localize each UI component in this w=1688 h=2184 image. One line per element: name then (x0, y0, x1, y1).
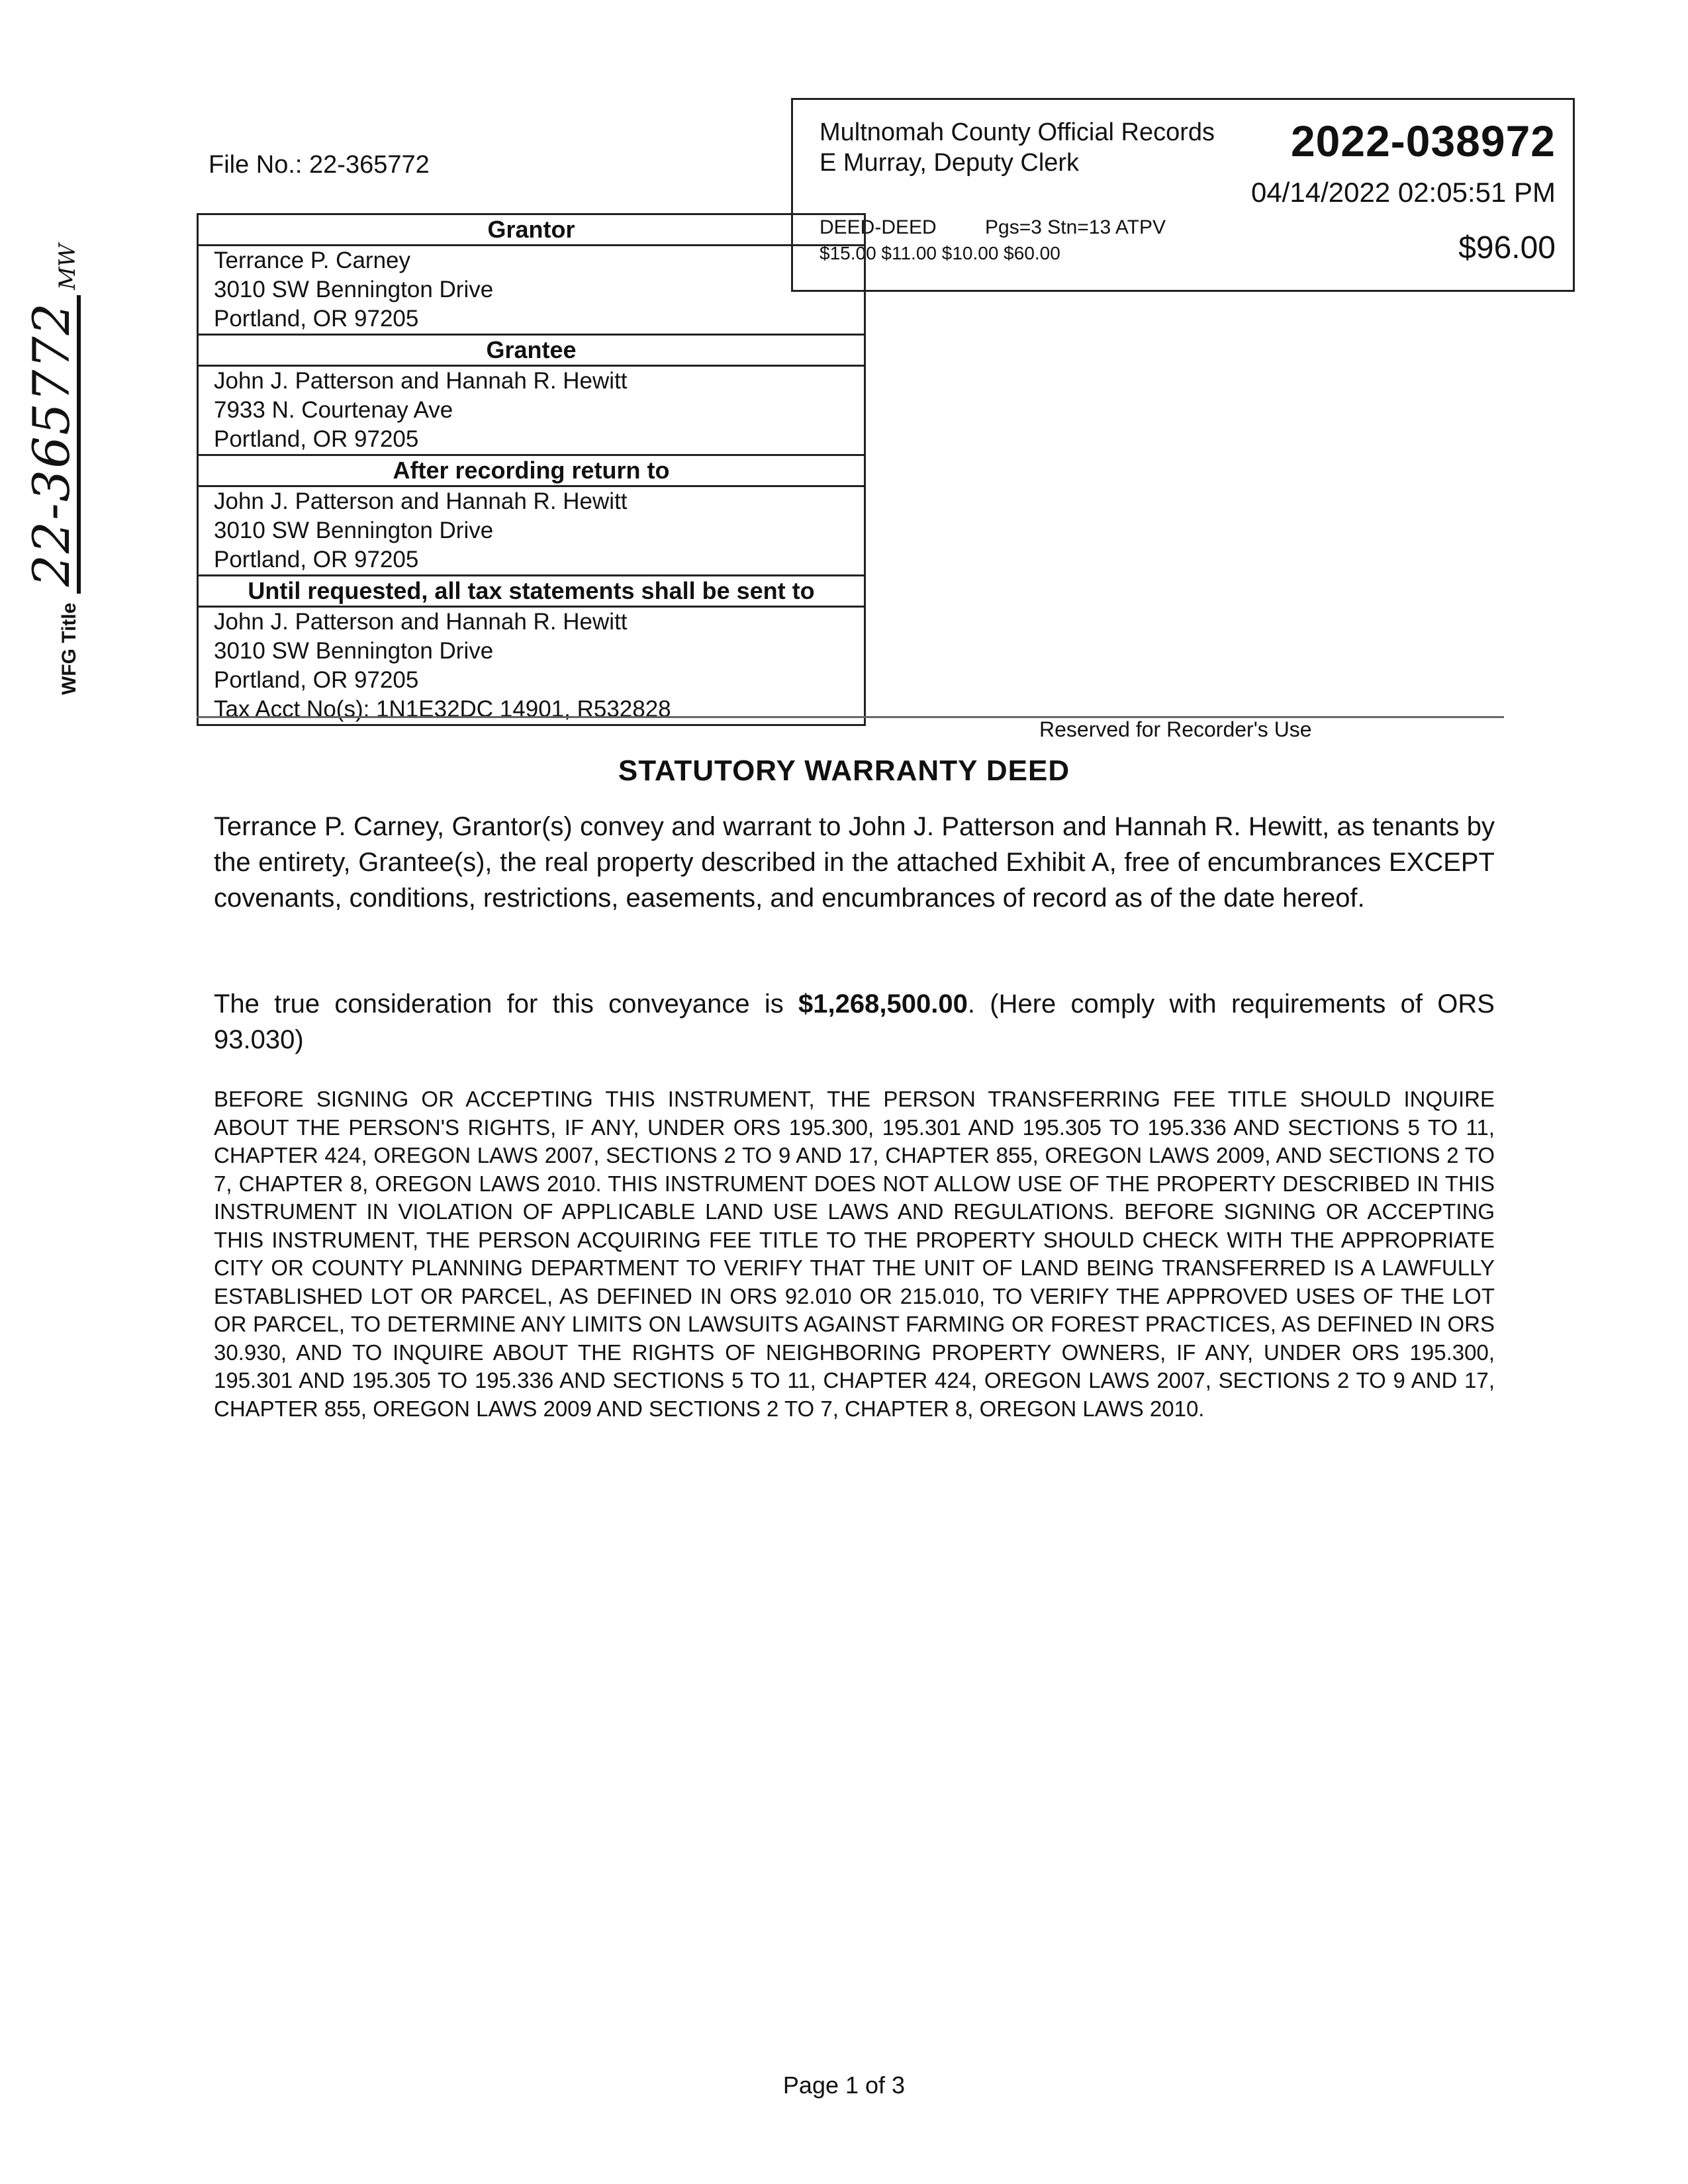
consideration-text-before: The true consideration for this conveyance is (214, 989, 799, 1019)
handwritten-initials: MW (54, 244, 81, 291)
tax-statements-line: John J. Patterson and Hannah R. Hewitt (214, 609, 628, 635)
grantee-block (199, 367, 864, 454)
file-number: File No.: 22-365772 (209, 151, 430, 179)
side-title-stamp (22, 244, 81, 695)
grantor-line: Terrance P. Carney (214, 248, 411, 273)
grantee-line: 7933 N. Courtenay Ave (214, 397, 453, 423)
side-stamp-label: WFG Title (58, 602, 80, 695)
grantor-heading: Grantor (199, 213, 864, 246)
grantor-line: Portland, OR 97205 (214, 306, 419, 332)
handwritten-file-number: 22-365772 (26, 295, 81, 594)
recording-datetime: 04/14/2022 02:05:51 PM (1250, 177, 1556, 208)
tax-statements-line: 3010 SW Bennington Drive (214, 638, 494, 664)
tax-account-numbers: Tax Acct No(s): 1N1E32DC 14901, R532828 (214, 696, 671, 722)
recording-county: Multnomah County Official Records (820, 118, 1215, 146)
recording-total: $96.00 (1458, 230, 1556, 265)
page-number: Page 1 of 3 (782, 2071, 906, 2099)
statutory-notice: BEFORE SIGNING OR ACCEPTING THIS INSTRUMENT, THE PERSON TRANSFERRING FEE TITLE SHOULD INQUIRE ABOUT THE PERSON'S RIGHTS, IF ANY, UNDER ORS 195.300, 195.301 AND 195.305 TO 195.336 AND SECTIONS 5 TO 11, CHAPTER 424, OREGON LAWS 2007, SECTIONS 2 TO 9 AND 17, CHAPTER 855, OREGON LAWS 2009, AND SECTIONS 2 TO 7, CHAPTER 8, OREGON LAWS 2010. THIS INSTRUMENT DOES NOT ALLOW USE OF THE PROPERTY DESCRIBED IN THIS INSTRUMENT IN VIOLATION OF APPLICABLE LAND USE LAWS AND REGULATIONS. BEFORE SIGNING OR ACCEPTING THIS INSTRUMENT, THE PERSON ACQUIRING FEE TITLE TO THE PROPERTY SHOULD CHECK WITH THE APPROPRIATE CITY OR COUNTY PLANNING DEPARTMENT TO VERIFY THAT THE UNIT OF LAND BEING TRANSFERRED IS A LAWFULLY ESTABLISHED LOT OR PARCEL, AS DEFINED IN ORS 92.010 OR 215.010, TO VERIFY THE APPROVED USES OF THE LOT OR PARCEL, TO DETERMINE ANY LIMITS ON LAWSUITS AGAINST FARMING OR FOREST PRACTICES, AS DEFINED IN ORS 30.930, AND TO INQUIRE ABOUT THE RIGHTS OF NEIGHBORING PROPERTY OWNERS, IF ANY, UNDER ORS 195.300, 195.301 AND 195.305 TO 195.336 AND SECTIONS 5 TO 11, CHAPTER 424, OREGON LAWS 2007, SECTIONS 2 TO 9 AND 17, CHAPTER 855, OREGON LAWS 2009 AND SECTIONS 2 TO 7, CHAPTER 8, OREGON LAWS 2010. (214, 1087, 1495, 1421)
recording-number: 2022-038972 (1290, 116, 1556, 165)
consideration-paragraph (214, 986, 1495, 1058)
recording-pages-station: Pgs=3 Stn=13 ATPV (985, 216, 1166, 238)
consideration-amount: $1,268,500.00 (798, 989, 968, 1019)
grantee-line: John J. Patterson and Hannah R. Hewitt (214, 368, 628, 394)
grantor-line: 3010 SW Bennington Drive (214, 277, 494, 302)
conveyance-paragraph: Terrance P. Carney, Grantor(s) convey and warrant to John J. Patterson and Hannah R. Hewitt, as tenants by the entirety, Grantee(s), the real property described in the attached Exhibit A, free of encumbrances EXCEPT covenants, conditions, restrictions, easements, and encumbrances of record as of the date hereof. (214, 812, 1495, 913)
document-title: STATUTORY WARRANTY DEED (618, 754, 1070, 787)
recording-fees: $15.00 $11.00 $10.00 $60.00 (820, 243, 1060, 263)
return-to-line: Portland, OR 97205 (214, 547, 419, 572)
recording-doc-type: DEED-DEED (820, 216, 937, 238)
grantee-heading: Grantee (199, 334, 864, 367)
return-to-block (199, 487, 864, 574)
grantor-block (199, 246, 864, 334)
tax-statements-block (199, 608, 864, 726)
party-table (197, 213, 866, 726)
return-to-line: John J. Patterson and Hannah R. Hewitt (214, 488, 628, 514)
consideration-text-after: . (Here comply with requirements of ORS 93.030) (214, 989, 1495, 1054)
tax-statements-heading: Until requested, all tax statements shall be sent to (199, 574, 864, 608)
reserved-for-recorder-label: Reserved for Recorder's Use (1039, 717, 1312, 741)
recording-stamp-box (791, 98, 1575, 292)
grantee-line: Portland, OR 97205 (214, 426, 419, 452)
recording-clerk: E Murray, Deputy Clerk (820, 149, 1080, 177)
return-to-line: 3010 SW Bennington Drive (214, 518, 494, 543)
return-to-heading: After recording return to (199, 454, 864, 487)
tax-statements-line: Portland, OR 97205 (214, 667, 419, 693)
